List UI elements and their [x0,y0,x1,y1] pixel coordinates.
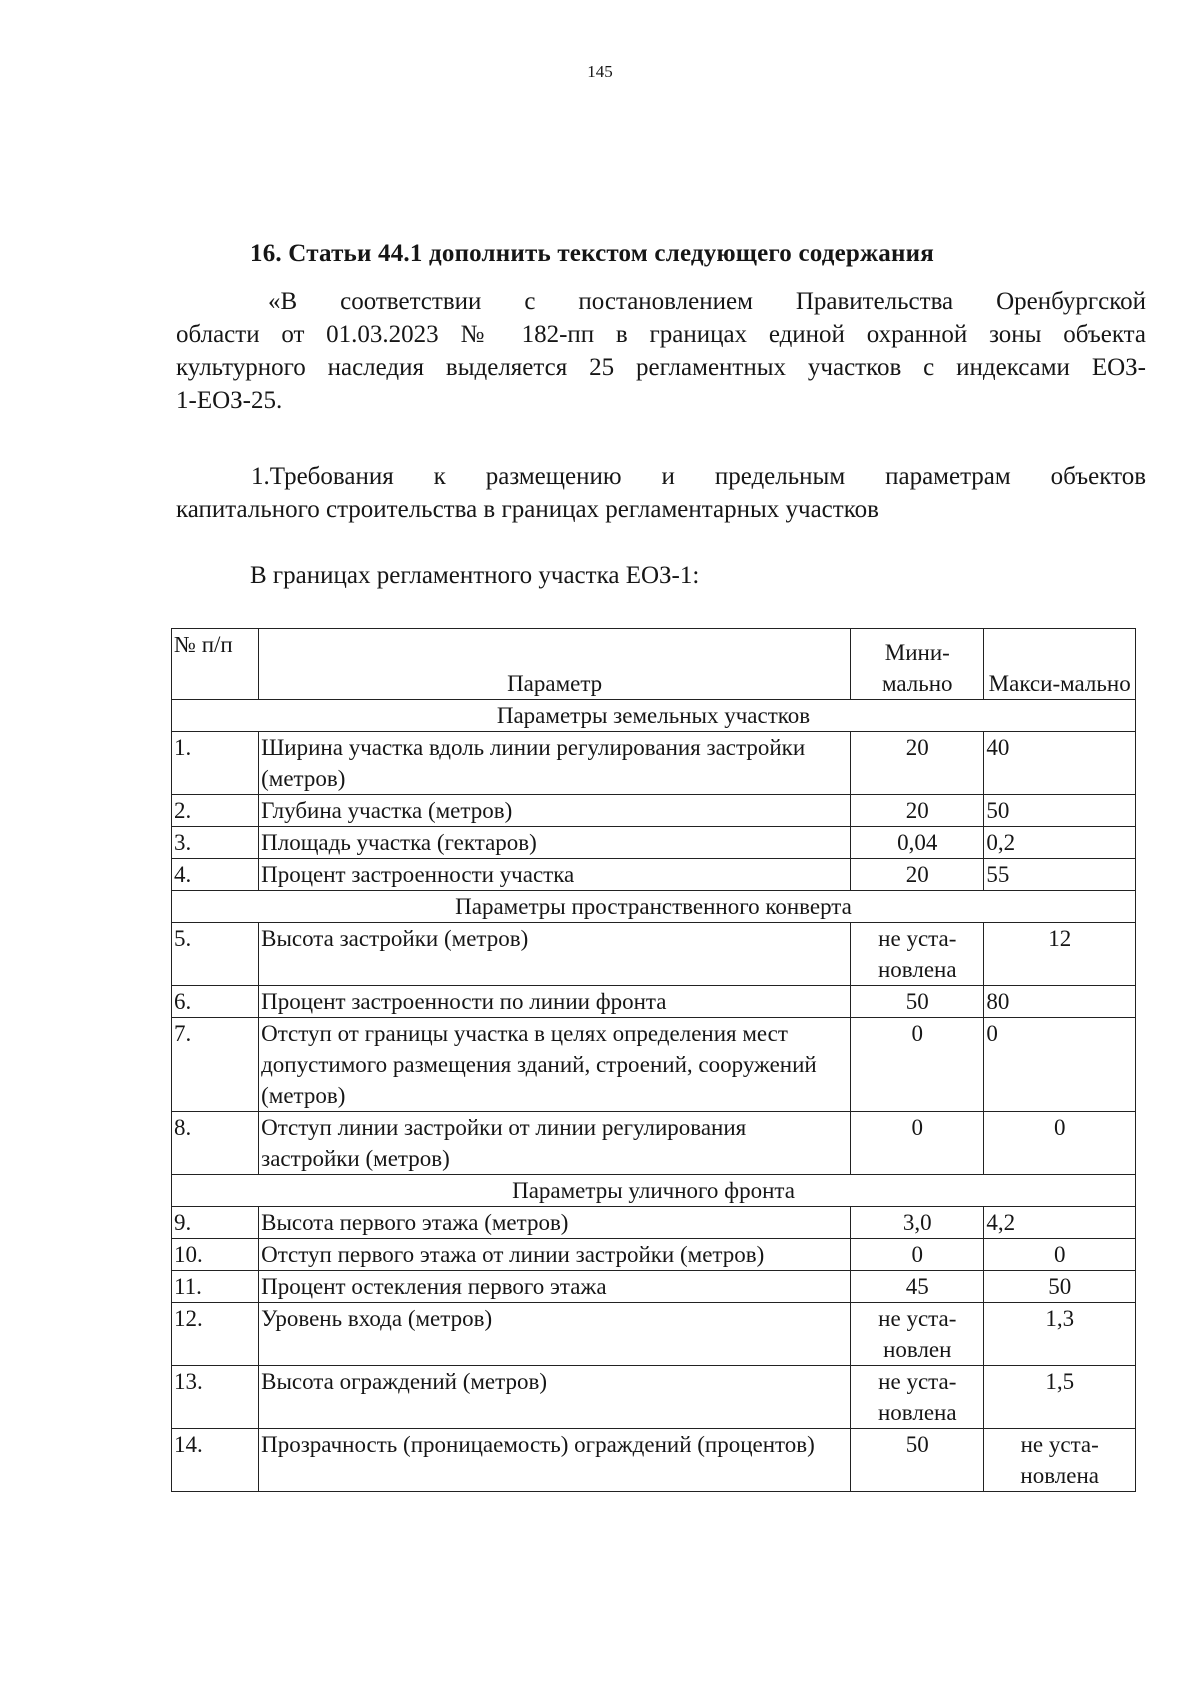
row-number: 4. [172,859,259,891]
intro-line: культурного наследия выделяется 25 регламентных участков с индексами ЕОЗ- [176,354,1146,381]
row-maximum: 4,2 [984,1207,1136,1239]
row-minimum: 20 [851,859,984,891]
table-row [172,1303,1136,1366]
row-minimum: 3,0 [851,1207,984,1239]
section-row [172,1175,1136,1207]
row-maximum: 40 [984,732,1136,795]
row-number: 2. [172,795,259,827]
row-maximum: 1,5 [984,1366,1136,1429]
table-row [172,1207,1136,1239]
row-maximum: 80 [984,986,1136,1018]
row-parameter: Уровень входа (метров) [259,1303,851,1366]
row-number: 3. [172,827,259,859]
requirements-paragraph [176,460,1146,526]
table-row [172,1429,1136,1492]
requirements-line: 1.Требования к размещению и предельным параметрам объектов [251,463,1146,490]
table-caption: В границах регламентного участка ЕОЗ-1: [250,562,700,589]
row-minimum: 50 [851,1429,984,1492]
row-parameter: Процент застроенности по линии фронта [259,986,851,1018]
row-minimum: 20 [851,732,984,795]
row-minimum: 20 [851,795,984,827]
row-minimum: 0,04 [851,827,984,859]
intro-line: области от 01.03.2023 № 182-пп в границах единой охранной зоны объекта [176,321,1146,348]
table-row [172,1366,1136,1429]
row-parameter: Отступ от границы участка в целях определения мест допустимого размещения зданий, строений, сооружений (метров) [259,1018,851,1112]
row-parameter: Прозрачность (проницаемость) ограждений (процентов) [259,1429,851,1492]
row-parameter: Глубина участка (метров) [259,795,851,827]
row-minimum: 45 [851,1271,984,1303]
row-parameter: Отступ линии застройки от линии регулирования застройки (метров) [259,1112,851,1175]
row-parameter: Высота застройки (метров) [259,923,851,986]
row-minimum: 50 [851,986,984,1018]
section-row [172,700,1136,732]
row-maximum: 12 [984,923,1136,986]
page-number: 145 [587,62,613,81]
row-parameter: Процент застроенности участка [259,859,851,891]
table-row [172,1271,1136,1303]
row-parameter: Ширина участка вдоль линии регулирования застройки (метров) [259,732,851,795]
row-number: 12. [172,1303,259,1366]
section-title: Параметры уличного фронта [172,1175,1136,1207]
row-maximum: 50 [984,1271,1136,1303]
intro-line: 1-ЕОЗ-25. [176,387,283,414]
row-minimum: 0 [851,1239,984,1271]
table-row [172,923,1136,986]
table-row [172,1018,1136,1112]
table-row [172,986,1136,1018]
row-maximum: 50 [984,795,1136,827]
row-number: 7. [172,1018,259,1112]
row-maximum: 0 [984,1112,1136,1175]
parameters-table [171,628,1136,1492]
row-maximum: не уста-новлена [984,1429,1136,1492]
row-number: 11. [172,1271,259,1303]
row-maximum: 0,2 [984,827,1136,859]
header-param: Параметр [259,629,851,700]
row-number: 1. [172,732,259,795]
header-num: № п/п [172,629,259,700]
row-minimum: 0 [851,1112,984,1175]
row-minimum: не уста-новлена [851,923,984,986]
section-title: Параметры пространственного конверта [172,891,1136,923]
section-title: Параметры земельных участков [172,700,1136,732]
row-parameter: Высота первого этажа (метров) [259,1207,851,1239]
row-number: 13. [172,1366,259,1429]
table-row [172,1112,1136,1175]
row-number: 6. [172,986,259,1018]
table-row [172,732,1136,795]
row-number: 10. [172,1239,259,1271]
row-minimum: не уста-новлена [851,1366,984,1429]
row-number: 9. [172,1207,259,1239]
row-maximum: 55 [984,859,1136,891]
table-row [172,827,1136,859]
row-number: 5. [172,923,259,986]
intro-paragraph [176,285,1146,417]
row-parameter: Площадь участка (гектаров) [259,827,851,859]
table-header-row [172,629,1136,700]
row-parameter: Высота ограждений (метров) [259,1366,851,1429]
row-maximum: 1,3 [984,1303,1136,1366]
row-minimum: не уста-новлен [851,1303,984,1366]
section-heading: 16. Статьи 44.1 дополнить текстом следующего содержания [250,240,934,267]
row-number: 14. [172,1429,259,1492]
table-row [172,795,1136,827]
row-maximum: 0 [984,1018,1136,1112]
row-parameter: Отступ первого этажа от линии застройки (метров) [259,1239,851,1271]
row-minimum: 0 [851,1018,984,1112]
row-maximum: 0 [984,1239,1136,1271]
intro-line: «В соответствии с постановлением Правительства Оренбургской [268,288,1146,315]
table-row [172,859,1136,891]
row-parameter: Процент остекления первого этажа [259,1271,851,1303]
header-min: Мини-мально [851,629,984,700]
section-row [172,891,1136,923]
row-number: 8. [172,1112,259,1175]
header-max: Макси-мально [984,629,1136,700]
requirements-line: капитального строительства в границах регламентарных участков [176,496,879,523]
table-row [172,1239,1136,1271]
